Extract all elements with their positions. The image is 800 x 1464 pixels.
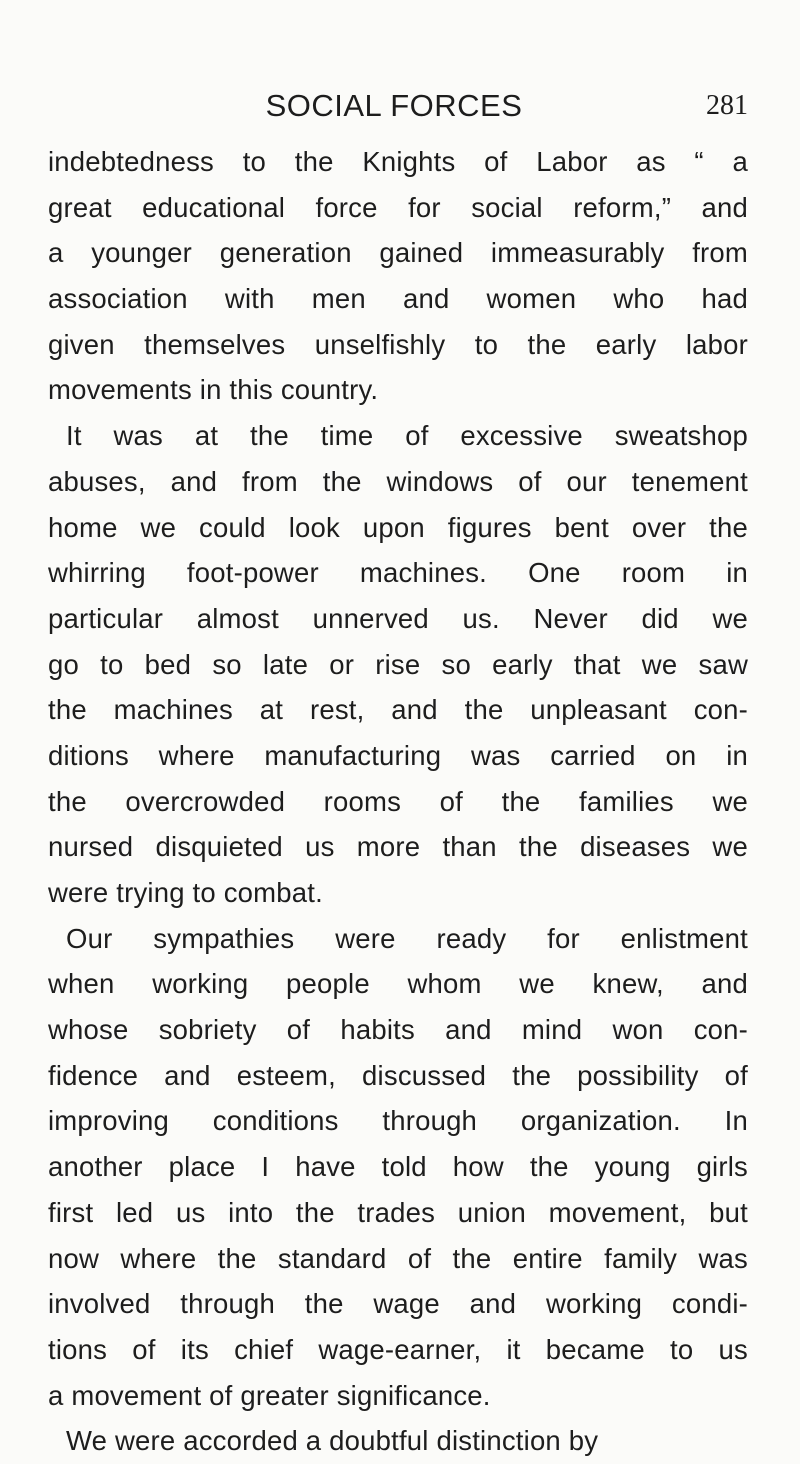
text-line: It was at the time of excessive sweatshop — [66, 420, 748, 452]
text-line: a movement of greater significance. — [48, 1379, 491, 1411]
running-title: SOCIAL FORCES — [265, 88, 523, 123]
text-line: tions of its chief wage-earner, it became to us — [48, 1333, 748, 1365]
text-line: involved through the wage and working condi- — [48, 1288, 748, 1320]
running-head — [44, 86, 748, 126]
text-line: the machines at rest, and the unpleasant con- — [48, 694, 748, 726]
text-line: ditions where manufacturing was carried on in — [48, 739, 748, 771]
text-line: movements in this country. — [48, 374, 379, 406]
text-line: whose sobriety of habits and mind won con- — [48, 1014, 748, 1046]
text-line: when working people whom we knew, and — [48, 968, 748, 1000]
text-line: Our sympathies were ready for enlistment — [66, 922, 748, 954]
text-line: now where the standard of the entire family was — [48, 1242, 748, 1274]
text-line: another place I have told how the young girls — [48, 1151, 748, 1183]
text-line: first led us into the trades union movement, but — [48, 1196, 748, 1228]
text-line: the overcrowded rooms of the families we — [48, 785, 748, 817]
text-line: great educational force for social reform,” and — [48, 191, 748, 223]
text-line: improving conditions through organization. In — [48, 1105, 748, 1137]
text-line: fidence and esteem, discussed the possibility of — [48, 1059, 748, 1091]
text-line: a younger generation gained immeasurably from — [48, 237, 748, 269]
page-number: 281 — [706, 90, 748, 121]
text-line: were trying to combat. — [48, 877, 323, 908]
text-line: given themselves unselfishly to the early labor — [48, 328, 748, 360]
text-line: abuses, and from the windows of our tenement — [48, 465, 748, 497]
text-line: indebtedness to the Knights of Labor as “ a — [48, 146, 748, 177]
text-line: go to bed so late or rise so early that we saw — [48, 648, 748, 680]
text-line: nursed disquieted us more than the diseases we — [48, 831, 748, 863]
text-line: particular almost unnerved us. Never did we — [48, 602, 748, 634]
body-text — [48, 139, 748, 1464]
text-line: whirring foot-power machines. One room in — [48, 557, 748, 589]
text-line: association with men and women who had — [48, 283, 748, 315]
text-line: home we could look upon figures bent over the — [48, 511, 748, 543]
text-line: We were accorded a doubtful distinction by — [66, 1425, 599, 1457]
